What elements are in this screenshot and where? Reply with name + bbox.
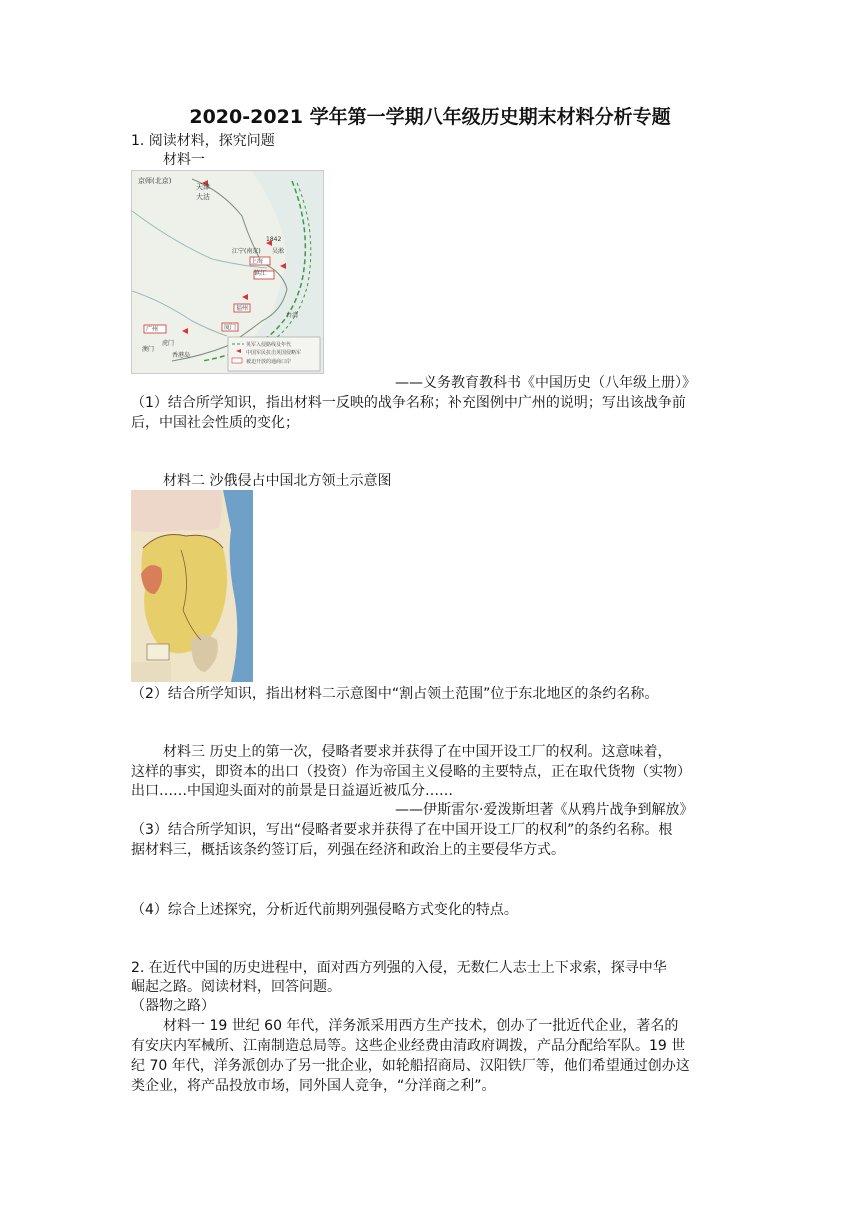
svg-text:中国军民抗击英国侵略军: 中国军民抗击英国侵略军 [246, 350, 302, 356]
russia-territory-map [131, 490, 253, 682]
svg-text:虎门: 虎门 [162, 340, 175, 347]
material-3-line-1: 材料三 历史上的第一次，侵略者要求并获得了在中国开设工厂的权利。这意味着， [163, 744, 672, 760]
svg-text:英军入侵路线及年代: 英军入侵路线及年代 [246, 342, 292, 348]
q2-material-1-line-3: 纪 70 年代，洋务派创办了另一批企业，如轮船招商局、汉阳铁厂等，他们希望通过创办这 [131, 1058, 690, 1074]
question-1-3-line-1: （3）结合所学知识，写出“侵略者要求并获得了在中国开设工厂的权利”的条约名称。根 [131, 822, 673, 838]
svg-text:镇江: 镇江 [254, 270, 267, 277]
svg-text:上海: 上海 [251, 258, 264, 265]
russia-territory-map-drawing [131, 490, 253, 682]
material-2-label: 材料二 沙俄侵占中国北方领土示意图 [163, 473, 392, 489]
material-3-source: ——伊斯雷尔·爱泼斯坦著《从鸦片战争到解放》 [395, 802, 694, 818]
question-1-2: （2）结合所学知识，指出材料二示意图中“割占领土范围”位于东北地区的条约名称。 [131, 686, 659, 702]
svg-text:江宁(南京): 江宁(南京) [232, 248, 261, 255]
q2-line-2: 崛起之路。阅读材料，回答问题。 [131, 979, 341, 995]
page-title: 2020-2021 学年第一学期八年级历史期末材料分析专题 [189, 106, 671, 128]
map1-label-beijing: 京师(北京) [138, 177, 172, 185]
question-1-1-line-2: 后，中国社会性质的变化； [131, 415, 299, 431]
q2-material-1-line-2: 有安庆内军械所、江南制造总局等。这些企业经费由清政府调拨，产品分配给军队。19 世 [131, 1038, 686, 1054]
question-1-1-line-1: （1）结合所学知识，指出材料一反映的战争名称；补充图例中广州的说明；写出该战争前 [131, 395, 686, 411]
material-1-source: ——义务教育教科书《中国历史（八年级上册）》 [395, 375, 696, 391]
material-3-line-3: 出口……中国迎头面对的前景是日益逼近被瓜分…… [131, 783, 453, 799]
svg-text:厦门: 厦门 [224, 324, 237, 331]
svg-text:1842: 1842 [266, 236, 282, 243]
material-3-line-2: 这样的事实，即资本的出口（投资）作为帝国主义侵略的主要特点，正在取代货物（实物） [131, 764, 691, 780]
svg-text:香港岛: 香港岛 [172, 352, 191, 359]
svg-text:吴淞: 吴淞 [272, 248, 285, 255]
question-1-4: （4）综合上述探究，分析近代前期列强侵略方式变化的特点。 [131, 902, 518, 918]
q2-material-1-line-1: 材料一 19 世纪 60 年代，洋务派采用西方生产技术，创办了一批近代企业，著名的 [163, 1018, 679, 1034]
svg-text:台湾: 台湾 [286, 312, 299, 319]
opium-war-map [131, 170, 324, 374]
q2-line-1: 2. 在近代中国的历史进程中，面对西方列强的入侵，无数仁人志士上下求索，探寻中华 [131, 960, 667, 976]
q2-material-1-line-4: 类企业，将产品投放市场，同外国人竞争，“分洋商之利”。 [131, 1078, 496, 1094]
svg-text:天津: 天津 [196, 183, 210, 191]
svg-text:广州: 广州 [146, 326, 159, 333]
svg-text:澳门: 澳门 [142, 346, 155, 353]
svg-text:被迫开放的通商口岸: 被迫开放的通商口岸 [246, 359, 292, 365]
svg-text:大沽: 大沽 [196, 193, 210, 201]
q1-heading: 1. 阅读材料，探究问题 [131, 133, 275, 149]
question-1-3-line-2: 据材料三，概括该条约签订后，列强在经济和政治上的主要侵华方式。 [131, 842, 565, 858]
svg-text:福州: 福州 [236, 305, 249, 312]
q2-section-heading: （器物之路） [131, 998, 215, 1014]
material-1-label: 材料一 [163, 152, 205, 168]
opium-war-map-drawing [132, 171, 323, 373]
